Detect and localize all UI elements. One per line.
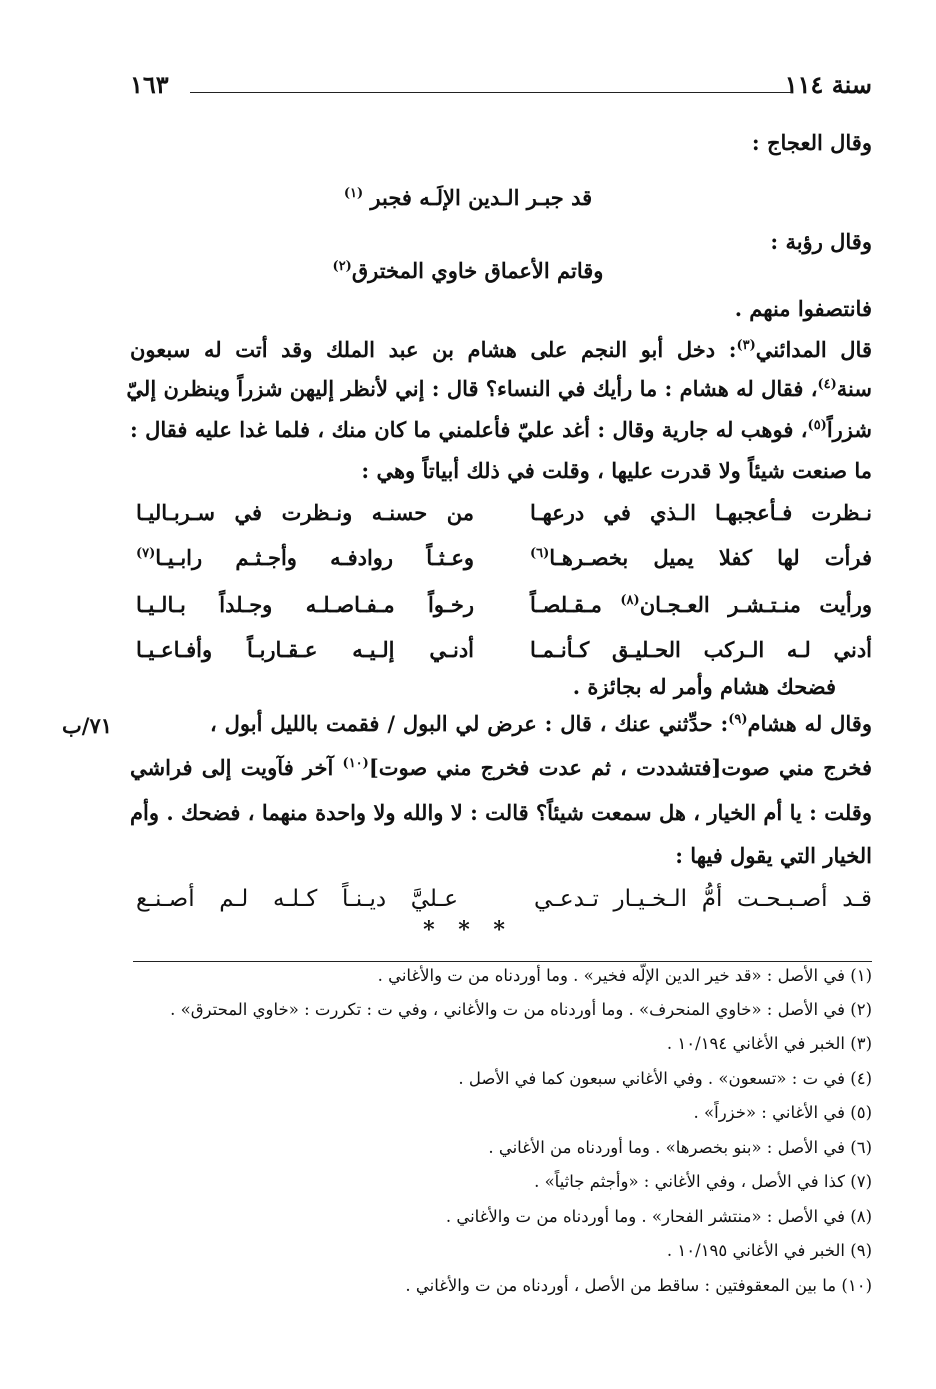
text: وقلت : يا أم الخيار ، هل سمعت شيئاً؟ قالت : لا والله ولا واحدة منهما ، فضحك . وأم xyxy=(130,800,872,825)
poem-hemistich-right-1 xyxy=(530,500,872,525)
paragraph2-line-2 xyxy=(130,757,872,778)
text: قـد أصـبـحـت أمُّ الـخـيـار تـدعـي xyxy=(534,886,872,912)
footnote-ref: (١٠) xyxy=(342,756,369,771)
page-header xyxy=(130,70,872,104)
text: الخيار التي يقول فيها : xyxy=(675,843,872,868)
text: ، فقال له هشام : ما رأيك في النساء؟ قال : إني لأنظر إليهن شزراً وينظرن إليّ xyxy=(126,376,818,401)
paragraph2-line-4 xyxy=(675,845,872,866)
paragraph-line-2 xyxy=(126,376,872,401)
footnote-ref: (٢) xyxy=(332,259,352,274)
final-verse-left xyxy=(136,886,458,912)
footnote-ref: (٧) xyxy=(136,546,156,561)
paragraph-line-3 xyxy=(130,419,872,440)
footnote-7: (٧) كذا في الأصل ، وفي الأغاني : «وأجثم جاثياً» . xyxy=(534,1172,872,1191)
section-separator: * * * xyxy=(423,917,513,943)
text: فخرج مني صوت[فتشددت ، ثم عدت فخرج مني صوت] xyxy=(368,755,872,780)
text: وقال العجاج : xyxy=(751,130,872,155)
text: وعـثـاً روادفـه وأجـثـم رابـيـا xyxy=(155,545,474,570)
poem-hemistich-right-4 xyxy=(530,637,872,662)
footnote-rule xyxy=(133,961,872,962)
line-ruba-intro xyxy=(770,231,872,252)
text: ورأيت منـتـشـر العـجـان xyxy=(639,592,873,617)
footnote-ref: (١) xyxy=(343,186,364,201)
footnote-ref: (٨) xyxy=(620,593,640,608)
footnote-6: (٦) في الأصل : «بنو بخصرها» . وما أوردناه من الأغاني . xyxy=(488,1138,872,1157)
header-rule xyxy=(190,92,792,93)
footnote-2: (٢) في الأصل : «خاوي المنحرف» . وما أوردناه من ت والأغاني ، وفي ت : تكررت : «خاوي المحترق» . xyxy=(170,1000,872,1019)
text: آخر فآويت إلى فراشي xyxy=(130,755,343,780)
text: رخـواً مـفـاصـلـه وجـلداً بـالـيـا xyxy=(136,592,474,617)
footnote-ref: (٥) xyxy=(807,418,827,433)
paragraph-line-4 xyxy=(361,460,872,481)
text: فرأت لها كفلا يميل بخصـرهـا xyxy=(549,545,872,570)
text: شزراً xyxy=(826,417,872,442)
paragraph2-line-3 xyxy=(130,802,872,823)
page-number: ١٦٣ xyxy=(130,70,169,99)
text: سنة xyxy=(836,376,872,401)
poem-hemistich-left-4 xyxy=(136,637,474,662)
footnote-10: (١٠) ما بين المعقوفتين : ساقط من الأصل ، أوردناه من ت والأغاني . xyxy=(405,1276,872,1295)
footnote-8: (٨) في الأصل : «منتشر الفحار» . وما أوردناه من ت والأغاني . xyxy=(445,1207,872,1226)
line-intasafu xyxy=(735,298,872,319)
running-title: سنة ١١٤ xyxy=(784,70,872,99)
poem-hemistich-right-2 xyxy=(530,545,872,570)
footnote-ref: (٣) xyxy=(736,338,756,353)
final-verse-right xyxy=(534,886,872,912)
text: : دخل أبو النجم على هشام بن عبد الملك وقد أتت له سبعون xyxy=(130,337,737,362)
footnote-ref: (٩) xyxy=(728,712,748,727)
text: : حدِّثني عنك ، قال : عرض لي البول / فقمت بالليل أبول ، xyxy=(210,711,729,736)
text: وقال له هشام xyxy=(747,711,872,736)
text: فضحك هشام وأمر له بجائزة . xyxy=(572,674,836,699)
text: عـليَّ ديـنـاً كـلـه لـم أصـنـع xyxy=(136,886,458,912)
text: ما صنعت شيئاً ولا قدرت عليها ، وقلت في ذلك أبياتاً وهي : xyxy=(361,458,872,483)
line-hisham-laughed xyxy=(573,676,836,697)
footnote-5: (٥) في الأغاني : «خزراً» . xyxy=(693,1103,872,1122)
text: قال المدائني xyxy=(755,337,872,362)
footnote-ref: (٤) xyxy=(817,377,837,392)
paragraph-line-1 xyxy=(130,339,872,360)
text: قد جبـر الـدين الإلَـه فجبر xyxy=(363,185,593,210)
text: أدنـي إلـيـه عـقـاربـاً وأفـاعـيـا xyxy=(136,637,474,662)
text: فانتصفوا منهم . xyxy=(734,296,872,321)
poem-hemistich-left-3 xyxy=(136,592,474,617)
verse-ajjaj xyxy=(0,187,936,208)
footnote-1: (١) في الأصل : «قد خير الدين الإلّه فخير» . وما أوردناه من ت والأغاني . xyxy=(377,966,872,985)
poem-hemistich-right-3 xyxy=(530,592,872,617)
text: نـظرت فـأعجبهـا الـذي في درعهـا xyxy=(530,500,872,525)
text: ، فوهب له جارية وقال : أغد عليّ فأعلمني ما كان منك ، فلما غدا عليه فقال : xyxy=(130,417,808,442)
verse-ruba xyxy=(0,260,936,281)
text: مـقـلصـاً xyxy=(530,592,621,617)
footnote-3: (٣) الخبر في الأغاني ١٠/١٩٤ . xyxy=(666,1034,872,1053)
text: من حسنـه ونـظرت في سـربـاليـا xyxy=(136,500,474,525)
text: وقال رؤبة : xyxy=(770,229,872,254)
footnote-ref: (٦) xyxy=(530,546,550,561)
line-ajjaj-intro xyxy=(752,132,872,153)
footnote-9: (٩) الخبر في الأغاني ١٠/١٩٥ . xyxy=(666,1241,872,1260)
manuscript-folio-ref: ٧١/ب xyxy=(62,713,113,738)
poem-hemistich-left-1 xyxy=(136,500,474,525)
footnote-4: (٤) في ت : «تسعون» . وفي الأغاني سبعون كما في الأصل . xyxy=(458,1069,872,1088)
paragraph2-line-1 xyxy=(210,713,872,734)
poem-hemistich-left-2 xyxy=(136,545,474,570)
text: وقاتم الأعماق خاوي المخترق xyxy=(351,258,604,283)
text: أدني لـه الـركب الحـليـق كـأنـمـا xyxy=(530,637,872,662)
